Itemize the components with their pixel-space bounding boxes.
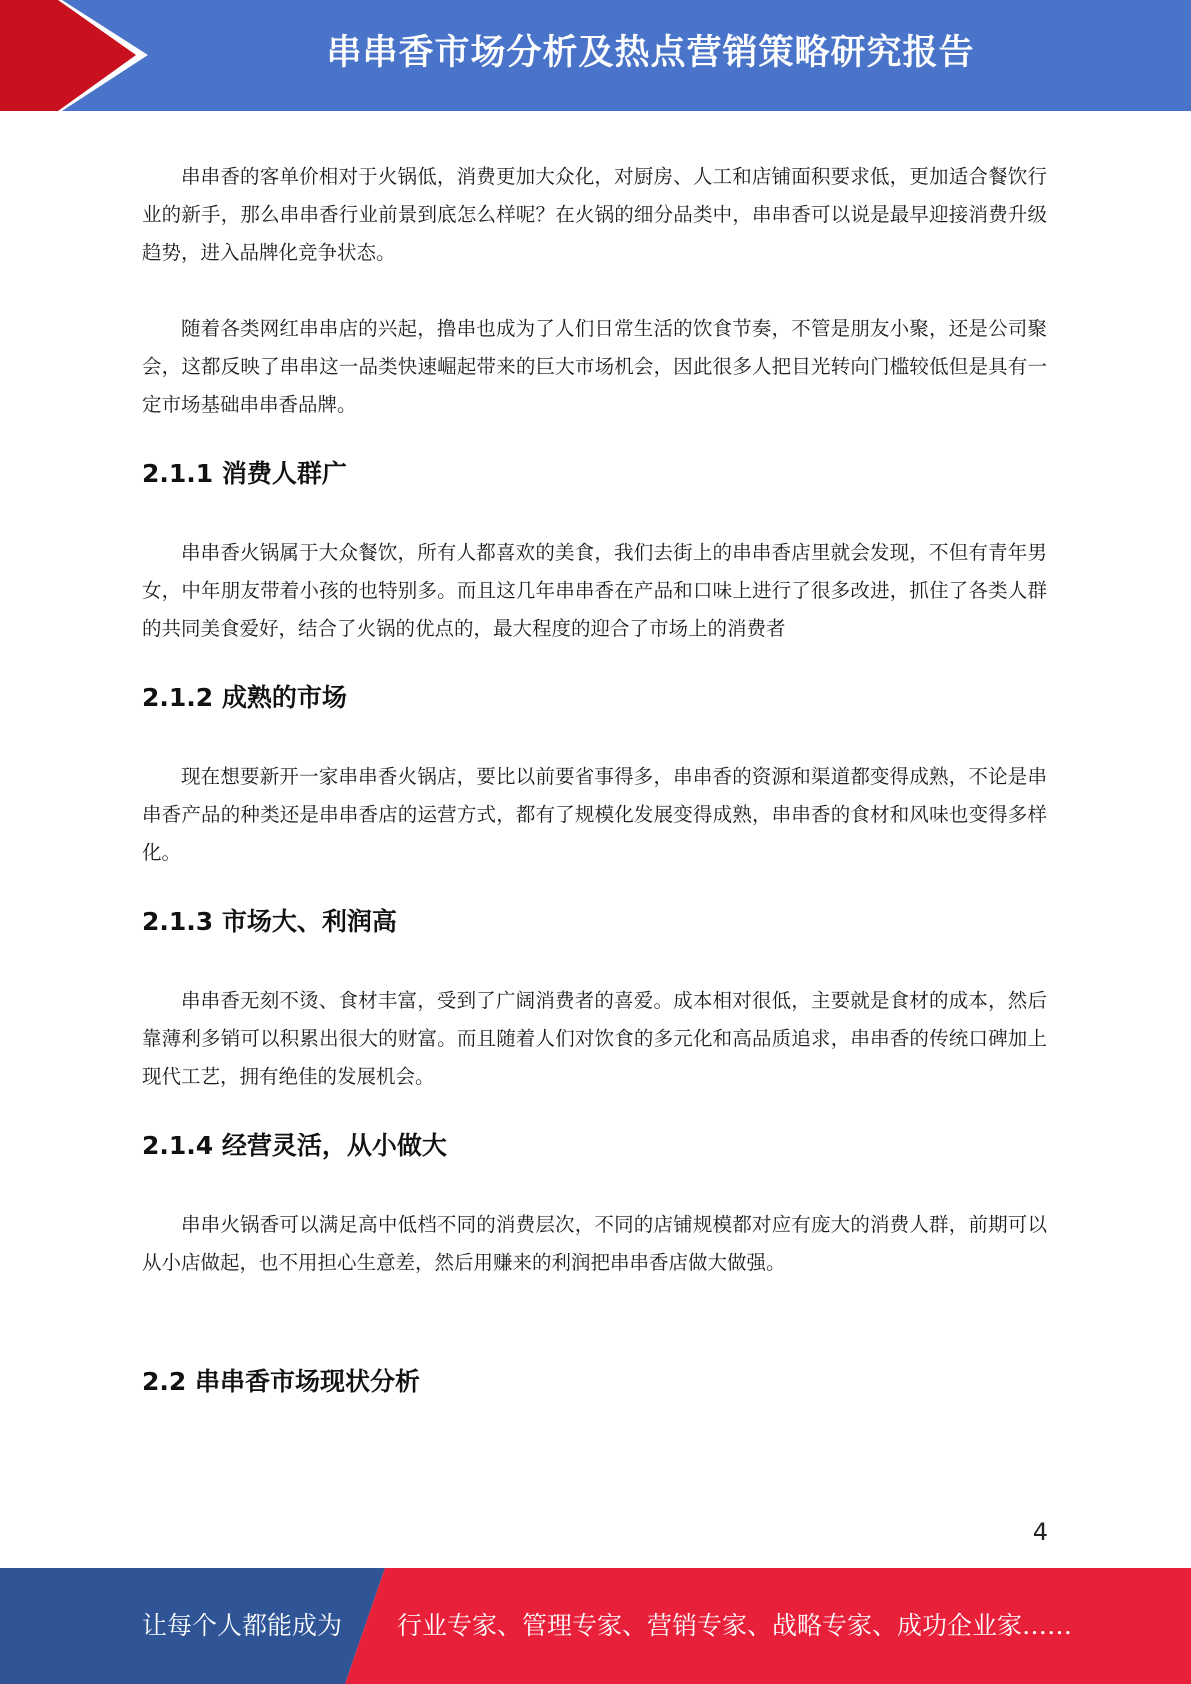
paragraph-mature-market: 现在想要新开一家串串香火锅店，要比以前要省事得多，串串香的资源和渠道都变得成熟，不论是串串香产品的种类还是串串香店的运营方式，都有了规模化发展变得成熟，串串香的食材和风味也变得多样化。 <box>142 765 1047 864</box>
paragraph-consumers: 串串香火锅属于大众餐饮，所有人都喜欢的美食，我们去街上的串串香店里就会发现，不但有青年男女，中年朋友带着小孩的也特别多。而且这几年串串香在产品和口味上进行了很多改进，抓住了各类人群的共同美食爱好，结合了火锅的优点的，最大程度的迎合了市场上的消费者 <box>142 541 1047 640</box>
paragraph-trend: 随着各类网红串串店的兴起，撸串也成为了人们日常生活的饮食节奏，不管是朋友小聚，还是公司聚会，这都反映了串串这一品类快速崛起带来的巨大市场机会，因此很多人把目光转向门槛较低但是具有一定市场基础串串香品牌。 <box>142 317 1047 416</box>
page-footer <box>0 1568 1191 1684</box>
document-body <box>142 158 1047 1404</box>
heading-2-1-3: 2.1.3 市场大、利润高 <box>142 907 397 936</box>
heading-2-1-4: 2.1.4 经营灵活，从小做大 <box>142 1131 447 1160</box>
page-header <box>0 0 1191 111</box>
footer-slogan-right: 行业专家、管理专家、营销专家、战略专家、成功企业家…… <box>397 1611 1073 1640</box>
footer-slogan-left: 让每个人都能成为 <box>142 1611 343 1640</box>
report-title: 串串香市场分析及热点营销策略研究报告 <box>326 33 975 73</box>
header-arrow-icon <box>0 0 150 111</box>
paragraph-profit: 串串香无刻不烫、食材丰富，受到了广阔消费者的喜爱。成本相对很低，主要就是食材的成本，然后靠薄利多销可以积累出很大的财富。而且随着人们对饮食的多元化和高品质追求，串串香的传统口碑加上现代工艺，拥有绝佳的发展机会。 <box>142 989 1047 1088</box>
paragraph-intro: 串串香的客单价相对于火锅低，消费更加大众化，对厨房、人工和店铺面积要求低，更加适合餐饮行业的新手，那么串串香行业前景到底怎么样呢？在火锅的细分品类中，串串香可以说是最早迎接消费升级趋势，进入品牌化竞争状态。 <box>142 165 1047 264</box>
page-number: 4 <box>1032 1518 1048 1546</box>
paragraph-flexible: 串串火锅香可以满足高中低档不同的消费层次，不同的店铺规模都对应有庞大的消费人群，前期可以从小店做起，也不用担心生意差，然后用赚来的利润把串串香店做大做强。 <box>142 1213 1047 1274</box>
heading-2-1-2: 2.1.2 成熟的市场 <box>142 683 347 712</box>
heading-2-2: 2.2 串串香市场现状分析 <box>142 1367 420 1396</box>
heading-2-1-1: 2.1.1 消费人群广 <box>142 459 347 488</box>
